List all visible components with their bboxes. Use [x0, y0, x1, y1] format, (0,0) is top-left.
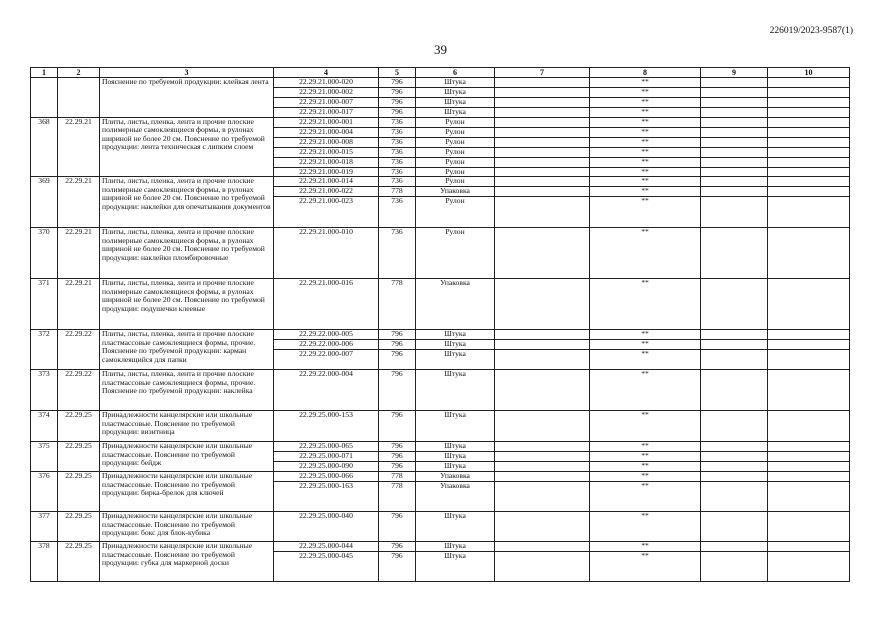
cell-col7 [495, 148, 590, 158]
cell-col7 [495, 138, 590, 148]
cell-col7 [495, 462, 590, 472]
ktru-code: 22.29.25.000-163 [274, 482, 379, 512]
product-description: Принадлежности канцелярские или школьные пластмассовые. Пояснение по требуемой продукции: бейдж [100, 442, 274, 472]
okei-code: 796 [379, 542, 416, 552]
unit-name: Штука [416, 552, 495, 582]
okei-code: 796 [379, 78, 416, 88]
okpd-code: 22.29.25 [58, 542, 100, 582]
cell-col7 [495, 512, 590, 542]
ktru-code: 22.29.22.000-007 [274, 350, 379, 370]
mark-cell: ** [590, 462, 701, 472]
cell-col10 [768, 472, 850, 482]
unit-name: Штука [416, 350, 495, 370]
cell-col10 [768, 370, 850, 411]
item-number: 376 [31, 472, 58, 512]
table-row [31, 118, 850, 128]
okei-code: 796 [379, 340, 416, 350]
cell-col9 [701, 177, 768, 187]
okei-code: 736 [379, 228, 416, 279]
table-row [31, 228, 850, 279]
table-row [31, 542, 850, 552]
cell-col10 [768, 228, 850, 279]
table-row [31, 442, 850, 452]
okpd-code: 22.29.21 [58, 177, 100, 228]
okei-code: 778 [379, 187, 416, 197]
cell-col7 [495, 108, 590, 118]
cell-col10 [768, 411, 850, 442]
cell-col7 [495, 411, 590, 442]
cell-col10 [768, 187, 850, 197]
item-number: 372 [31, 330, 58, 370]
unit-name: Штука [416, 462, 495, 472]
table-row [31, 78, 850, 88]
cell-col9 [701, 78, 768, 88]
ktru-code: 22.29.25.000-044 [274, 542, 379, 552]
cell-col9 [701, 148, 768, 158]
unit-name: Штука [416, 330, 495, 340]
cell-col10 [768, 98, 850, 108]
column-header: 10 [768, 68, 850, 78]
item-number: 378 [31, 542, 58, 582]
document-number: 226019/2023-9587(1) [769, 26, 853, 36]
okei-code: 796 [379, 370, 416, 411]
mark-cell: ** [590, 197, 701, 228]
ktru-code: 22.29.21.000-002 [274, 88, 379, 98]
ktru-code: 22.29.21.000-018 [274, 158, 379, 168]
cell-col7 [495, 370, 590, 411]
okpd-code: 22.29.21 [58, 228, 100, 279]
unit-name: Рулон [416, 177, 495, 187]
unit-name: Рулон [416, 197, 495, 228]
mark-cell: ** [590, 340, 701, 350]
product-description: Принадлежности канцелярские или школьные пластмассовые. Пояснение по требуемой продукции: бокс для блок-кубика [100, 512, 274, 542]
item-number: 368 [31, 118, 58, 177]
cell-col7 [495, 472, 590, 482]
mark-cell: ** [590, 542, 701, 552]
cell-col7 [495, 158, 590, 168]
column-header: 4 [274, 68, 379, 78]
ktru-code: 22.29.25.000-045 [274, 552, 379, 582]
cell-col10 [768, 340, 850, 350]
unit-name: Штука [416, 340, 495, 350]
item-number: 375 [31, 442, 58, 472]
unit-name: Штука [416, 78, 495, 88]
cell-col9 [701, 552, 768, 582]
cell-col10 [768, 279, 850, 330]
ktru-code: 22.29.25.000-090 [274, 462, 379, 472]
table-row [31, 411, 850, 442]
cell-col7 [495, 177, 590, 187]
item-number: 369 [31, 177, 58, 228]
cell-col9 [701, 187, 768, 197]
ktru-code: 22.29.21.000-010 [274, 228, 379, 279]
ktru-code: 22.29.21.000-019 [274, 168, 379, 177]
unit-name: Штука [416, 411, 495, 442]
okei-code: 736 [379, 197, 416, 228]
cell-col7 [495, 442, 590, 452]
unit-name: Штука [416, 108, 495, 118]
ktru-code: 22.29.25.000-153 [274, 411, 379, 442]
cell-col9 [701, 128, 768, 138]
cell-col9 [701, 472, 768, 482]
cell-col9 [701, 542, 768, 552]
mark-cell: ** [590, 98, 701, 108]
product-description: Пояснение по требуемой продукции: клейкая лента [100, 78, 274, 118]
cell-col9 [701, 350, 768, 370]
unit-name: Штука [416, 98, 495, 108]
ktru-code: 22.29.21.000-008 [274, 138, 379, 148]
ktru-code: 22.29.22.000-004 [274, 370, 379, 411]
table-row [31, 472, 850, 482]
column-header: 9 [701, 68, 768, 78]
header-row [31, 68, 850, 78]
unit-name: Упаковка [416, 472, 495, 482]
okei-code: 736 [379, 118, 416, 128]
ktru-code: 22.29.21.000-007 [274, 98, 379, 108]
okei-code: 796 [379, 512, 416, 542]
ktru-code: 22.29.21.000-016 [274, 279, 379, 330]
mark-cell: ** [590, 330, 701, 340]
mark-cell: ** [590, 177, 701, 187]
table-row [31, 177, 850, 187]
ktru-code: 22.29.25.000-040 [274, 512, 379, 542]
column-header: 8 [590, 68, 701, 78]
mark-cell: ** [590, 552, 701, 582]
product-description: Плиты, листы, пленка, лента и прочие плоские полимерные самоклеящиеся формы, в рулонах шириной не более 20 см. Пояснение по требуемой продукции: наклейки пломбировочные [100, 228, 274, 279]
table-row [31, 370, 850, 411]
mark-cell: ** [590, 228, 701, 279]
cell-col9 [701, 482, 768, 512]
ktru-code: 22.29.21.000-020 [274, 78, 379, 88]
okei-code: 796 [379, 350, 416, 370]
ktru-code: 22.29.25.000-065 [274, 442, 379, 452]
cell-col7 [495, 330, 590, 340]
unit-name: Штука [416, 442, 495, 452]
cell-col9 [701, 228, 768, 279]
okpd-code: 22.29.25 [58, 472, 100, 512]
cell-col10 [768, 452, 850, 462]
okei-code: 796 [379, 411, 416, 442]
mark-cell: ** [590, 118, 701, 128]
mark-cell: ** [590, 148, 701, 158]
okpd-code: 22.29.21 [58, 118, 100, 177]
cell-col10 [768, 350, 850, 370]
ktru-code: 22.29.25.000-071 [274, 452, 379, 462]
page-number: 39 [434, 42, 447, 57]
cell-col9 [701, 452, 768, 462]
cell-col10 [768, 552, 850, 582]
okpd-code [58, 78, 100, 118]
unit-name: Рулон [416, 158, 495, 168]
cell-col10 [768, 148, 850, 158]
cell-col10 [768, 88, 850, 98]
unit-name: Штука [416, 88, 495, 98]
ktru-code: 22.29.21.000-004 [274, 128, 379, 138]
cell-col9 [701, 158, 768, 168]
product-description: Плиты, листы, пленка, лента и прочие плоские полимерные самоклеящиеся формы, в рулонах шириной не более 20 см. Пояснение по требуемой продукции: наклейки для опечатывания документов [100, 177, 274, 228]
okei-code: 796 [379, 442, 416, 452]
unit-name: Штука [416, 512, 495, 542]
mark-cell: ** [590, 482, 701, 512]
cell-col9 [701, 138, 768, 148]
cell-col9 [701, 88, 768, 98]
unit-name: Упаковка [416, 279, 495, 330]
cell-col9 [701, 462, 768, 472]
okei-code: 796 [379, 108, 416, 118]
cell-col7 [495, 168, 590, 177]
cell-col9 [701, 442, 768, 452]
ktru-code: 22.29.21.000-017 [274, 108, 379, 118]
cell-col7 [495, 552, 590, 582]
cell-col10 [768, 78, 850, 88]
cell-col9 [701, 340, 768, 350]
cell-col7 [495, 542, 590, 552]
cell-col7 [495, 187, 590, 197]
mark-cell: ** [590, 138, 701, 148]
cell-col7 [495, 128, 590, 138]
okei-code: 796 [379, 98, 416, 108]
unit-name: Рулон [416, 228, 495, 279]
ktru-code: 22.29.21.000-001 [274, 118, 379, 128]
cell-col10 [768, 462, 850, 472]
cell-col10 [768, 108, 850, 118]
okei-code: 778 [379, 472, 416, 482]
cell-col10 [768, 177, 850, 187]
unit-name: Рулон [416, 118, 495, 128]
cell-col10 [768, 482, 850, 512]
okei-code: 778 [379, 279, 416, 330]
column-header: 5 [379, 68, 416, 78]
item-number: 371 [31, 279, 58, 330]
cell-col7 [495, 452, 590, 462]
unit-name: Штука [416, 370, 495, 411]
ktru-code: 22.29.25.000-066 [274, 472, 379, 482]
product-description: Принадлежности канцелярские или школьные пластмассовые. Пояснение по требуемой продукции: визитница [100, 411, 274, 442]
ktru-code: 22.29.21.000-023 [274, 197, 379, 228]
cell-col10 [768, 158, 850, 168]
unit-name: Рулон [416, 128, 495, 138]
okpd-code: 22.29.25 [58, 512, 100, 542]
product-description: Плиты, листы, пленка, лента и прочие плоские пластмассовые самоклеящиеся формы, прочие. Пояснение по требуемой продукции: карман самоклеящийся для папки [100, 330, 274, 370]
column-header: 7 [495, 68, 590, 78]
ktru-code: 22.29.21.000-014 [274, 177, 379, 187]
cell-col10 [768, 542, 850, 552]
okei-code: 778 [379, 482, 416, 512]
cell-col7 [495, 279, 590, 330]
column-header: 3 [100, 68, 274, 78]
okei-code: 736 [379, 128, 416, 138]
ktru-code: 22.29.22.000-006 [274, 340, 379, 350]
mark-cell: ** [590, 350, 701, 370]
item-number: 373 [31, 370, 58, 411]
cell-col7 [495, 78, 590, 88]
cell-col10 [768, 138, 850, 148]
cell-col9 [701, 108, 768, 118]
cell-col10 [768, 330, 850, 340]
table-row [31, 512, 850, 542]
unit-name: Упаковка [416, 482, 495, 512]
product-description: Плиты, листы, пленка, лента и прочие плоские полимерные самоклеящиеся формы, в рулонах шириной не более 20 см. Пояснение по требуемой продукции: подушечки клеевые [100, 279, 274, 330]
cell-col7 [495, 197, 590, 228]
table-row [31, 330, 850, 340]
mark-cell: ** [590, 512, 701, 542]
okpd-code: 22.29.22 [58, 370, 100, 411]
okei-code: 736 [379, 148, 416, 158]
cell-col9 [701, 330, 768, 340]
mark-cell: ** [590, 108, 701, 118]
cell-col9 [701, 98, 768, 108]
okei-code: 796 [379, 462, 416, 472]
cell-col9 [701, 370, 768, 411]
cell-col10 [768, 168, 850, 177]
product-description: Принадлежности канцелярские или школьные пластмассовые. Пояснение по требуемой продукции: бирка-брелок для ключей [100, 472, 274, 512]
product-description: Плиты, листы, пленка, лента и прочие плоские полимерные самоклеящиеся формы, в рулонах шириной не более 20 см. Пояснение по требуемой продукции: лента техническая с липким слоем [100, 118, 274, 177]
unit-name: Рулон [416, 138, 495, 148]
cell-col7 [495, 228, 590, 279]
cell-col10 [768, 512, 850, 542]
mark-cell: ** [590, 187, 701, 197]
cell-col10 [768, 128, 850, 138]
ktru-code: 22.29.22.000-005 [274, 330, 379, 340]
mark-cell: ** [590, 452, 701, 462]
cell-col9 [701, 512, 768, 542]
cell-col10 [768, 197, 850, 228]
cell-col7 [495, 482, 590, 512]
item-number: 377 [31, 512, 58, 542]
cell-col9 [701, 168, 768, 177]
mark-cell: ** [590, 78, 701, 88]
item-number [31, 78, 58, 118]
okei-code: 796 [379, 330, 416, 340]
unit-name: Штука [416, 452, 495, 462]
okpd-code: 22.29.21 [58, 279, 100, 330]
okpd-code: 22.29.22 [58, 330, 100, 370]
cell-col9 [701, 279, 768, 330]
cell-col9 [701, 197, 768, 228]
okpd-code: 22.29.25 [58, 442, 100, 472]
okei-code: 736 [379, 138, 416, 148]
procurement-table [30, 67, 850, 582]
mark-cell: ** [590, 168, 701, 177]
cell-col7 [495, 88, 590, 98]
item-number: 374 [31, 411, 58, 442]
mark-cell: ** [590, 411, 701, 442]
table-row [31, 279, 850, 330]
unit-name: Упаковка [416, 187, 495, 197]
unit-name: Штука [416, 542, 495, 552]
unit-name: Рулон [416, 148, 495, 158]
mark-cell: ** [590, 88, 701, 98]
column-header: 1 [31, 68, 58, 78]
mark-cell: ** [590, 442, 701, 452]
cell-col7 [495, 98, 590, 108]
ktru-code: 22.29.21.000-015 [274, 148, 379, 158]
column-header: 6 [416, 68, 495, 78]
mark-cell: ** [590, 472, 701, 482]
mark-cell: ** [590, 158, 701, 168]
item-number: 370 [31, 228, 58, 279]
column-header: 2 [58, 68, 100, 78]
okei-code: 736 [379, 177, 416, 187]
cell-col7 [495, 350, 590, 370]
okpd-code: 22.29.25 [58, 411, 100, 442]
okei-code: 796 [379, 452, 416, 462]
cell-col7 [495, 340, 590, 350]
cell-col10 [768, 118, 850, 128]
mark-cell: ** [590, 370, 701, 411]
product-description: Плиты, листы, пленка, лента и прочие плоские пластмассовые самоклеящиеся формы, прочие. Пояснение по требуемой продукции: наклейка [100, 370, 274, 411]
okei-code: 736 [379, 158, 416, 168]
okei-code: 796 [379, 552, 416, 582]
product-description: Принадлежности канцелярские или школьные пластмассовые. Пояснение по требуемой продукции: губка для маркерной доски [100, 542, 274, 582]
cell-col9 [701, 118, 768, 128]
okei-code: 736 [379, 168, 416, 177]
mark-cell: ** [590, 128, 701, 138]
ktru-code: 22.29.21.000-022 [274, 187, 379, 197]
mark-cell: ** [590, 279, 701, 330]
cell-col10 [768, 442, 850, 452]
table-body [31, 78, 850, 582]
cell-col7 [495, 118, 590, 128]
unit-name: Рулон [416, 168, 495, 177]
okei-code: 796 [379, 88, 416, 98]
cell-col9 [701, 411, 768, 442]
